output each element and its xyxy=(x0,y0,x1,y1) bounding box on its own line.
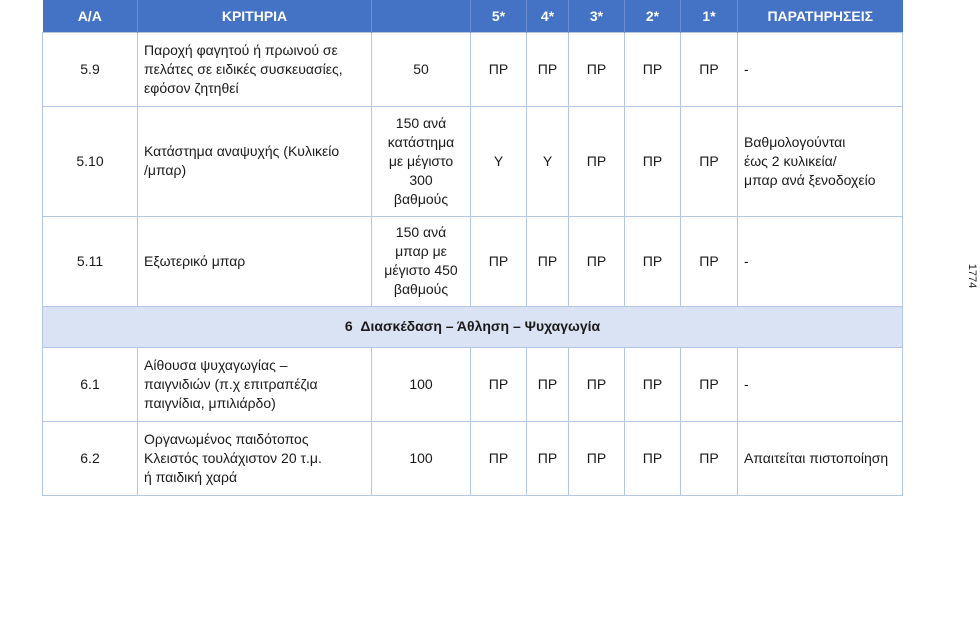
star4-cell: ΠΡ xyxy=(527,347,569,421)
points-cell-line: 300 xyxy=(409,171,433,188)
header-criteria: ΚΡΙΤΗΡΙΑ xyxy=(138,0,372,32)
table-row xyxy=(43,106,903,216)
header-remarks: ΠΑΡΑΤΗΡΗΣΕΙΣ xyxy=(738,0,903,32)
remarks-cell xyxy=(738,421,903,495)
star1-cell: ΠΡ xyxy=(681,421,738,495)
section-title: Διασκέδαση – Άθληση – Ψυχαγωγία xyxy=(360,318,601,334)
criterion-cell-line: παιγνιδιών (π.χ επιτραπέζια xyxy=(144,375,318,392)
remarks-cell xyxy=(738,347,903,421)
points-cell-line: μπαρ με xyxy=(395,243,447,259)
section-number: 6 xyxy=(344,318,353,334)
section-heading xyxy=(43,306,903,347)
header-points xyxy=(372,0,471,32)
header-4-star: 4* xyxy=(527,0,569,32)
star1-cell: ΠΡ xyxy=(681,32,738,106)
remarks-cell-line: Απαιτείται πιστοποίηση xyxy=(744,449,889,466)
criterion-cell xyxy=(138,32,372,106)
table-row xyxy=(43,32,903,106)
table-row xyxy=(43,421,903,495)
criterion-cell-line: εφόσον ζητηθεί xyxy=(144,79,239,96)
points-cell-line: 100 xyxy=(409,449,433,466)
remarks-cell-line: - xyxy=(744,252,749,269)
points-cell-line: μέγιστο 450 xyxy=(384,262,458,278)
aa-cell: 6.2 xyxy=(43,421,138,495)
points-cell-line: βαθμούς xyxy=(393,190,449,207)
star3-cell: ΠΡ xyxy=(569,32,625,106)
star1-cell: ΠΡ xyxy=(681,106,738,216)
criterion-cell xyxy=(138,347,372,421)
points-cell-line: κατάστημα xyxy=(387,133,455,150)
criteria-table xyxy=(42,0,903,496)
star2-cell: ΠΡ xyxy=(625,106,681,216)
points-cell-line: 150 ανά xyxy=(395,224,447,240)
criterion-cell-line: Κλειστός τουλάχιστον 20 τ.μ. xyxy=(144,449,322,466)
star1-cell: ΠΡ xyxy=(681,216,738,306)
star5-cell: ΠΡ xyxy=(471,216,527,306)
aa-cell: 5.10 xyxy=(43,106,138,216)
star2-cell: ΠΡ xyxy=(625,216,681,306)
star2-cell: ΠΡ xyxy=(625,32,681,106)
criterion-cell-line: ή παιδική χαρά xyxy=(144,468,238,485)
star3-cell: ΠΡ xyxy=(569,347,625,421)
remarks-cell-line: - xyxy=(744,60,749,77)
star4-cell: ΠΡ xyxy=(527,421,569,495)
points-cell xyxy=(372,347,471,421)
header-aa: Α/Α xyxy=(43,0,138,32)
aa-cell: 6.1 xyxy=(43,347,138,421)
aa-cell: 5.11 xyxy=(43,216,138,306)
star3-cell: ΠΡ xyxy=(569,421,625,495)
star3-cell: ΠΡ xyxy=(569,216,625,306)
remarks-cell xyxy=(738,106,903,216)
section-row xyxy=(43,306,903,347)
star2-cell: ΠΡ xyxy=(625,347,681,421)
points-cell-line: 100 xyxy=(409,375,433,392)
criterion-cell-line: πελάτες σε ειδικές συσκευασίες, xyxy=(144,60,343,77)
criterion-cell xyxy=(138,421,372,495)
criterion-cell xyxy=(138,106,372,216)
header-1-star: 1* xyxy=(681,0,738,32)
criterion-cell-line: Αίθουσα ψυχαγωγίας – xyxy=(144,356,288,373)
remarks-cell xyxy=(738,216,903,306)
remarks-cell-line: Βαθμολογούνται xyxy=(744,133,846,150)
points-cell xyxy=(372,32,471,106)
remarks-cell-line: έως 2 κυλικεία/ xyxy=(744,152,837,169)
page-number: 1774 xyxy=(966,263,979,289)
header-5-star: 5* xyxy=(471,0,527,32)
points-cell-line: 150 ανά xyxy=(395,114,447,131)
criterion-cell-line: παιγνίδια, μπιλιάρδο) xyxy=(144,394,276,411)
star5-cell: Υ xyxy=(471,106,527,216)
criterion-cell xyxy=(138,216,372,306)
criterion-cell-line: Παροχή φαγητού ή πρωινού σε xyxy=(144,41,338,58)
star3-cell: ΠΡ xyxy=(569,106,625,216)
header-2-star: 2* xyxy=(625,0,681,32)
remarks-cell xyxy=(738,32,903,106)
aa-cell: 5.9 xyxy=(43,32,138,106)
header-row xyxy=(43,0,903,32)
star5-cell: ΠΡ xyxy=(471,421,527,495)
header-3-star: 3* xyxy=(569,0,625,32)
points-cell-line: με μέγιστο xyxy=(388,152,454,169)
star1-cell: ΠΡ xyxy=(681,347,738,421)
criterion-cell-line: Κατάστημα αναψυχής (Κυλικείο xyxy=(144,143,340,159)
star5-cell: ΠΡ xyxy=(471,32,527,106)
criterion-cell-line: Οργανωμένος παιδότοπος xyxy=(144,430,309,447)
points-cell xyxy=(372,421,471,495)
points-cell-line: βαθμούς xyxy=(393,281,449,297)
table-row xyxy=(43,216,903,306)
star4-cell: ΠΡ xyxy=(527,32,569,106)
star5-cell: ΠΡ xyxy=(471,347,527,421)
remarks-cell-line: - xyxy=(744,375,749,392)
star2-cell: ΠΡ xyxy=(625,421,681,495)
criterion-cell-line: Εξωτερικό μπαρ xyxy=(144,252,246,269)
points-cell xyxy=(372,106,471,216)
criterion-cell-line: /μπαρ) xyxy=(144,162,187,178)
remarks-cell-line: μπαρ ανά ξενοδοχείο xyxy=(744,171,876,188)
table-row xyxy=(43,347,903,421)
points-cell-line: 50 xyxy=(413,60,429,77)
star4-cell: Υ xyxy=(527,106,569,216)
points-cell xyxy=(372,216,471,306)
star4-cell: ΠΡ xyxy=(527,216,569,306)
